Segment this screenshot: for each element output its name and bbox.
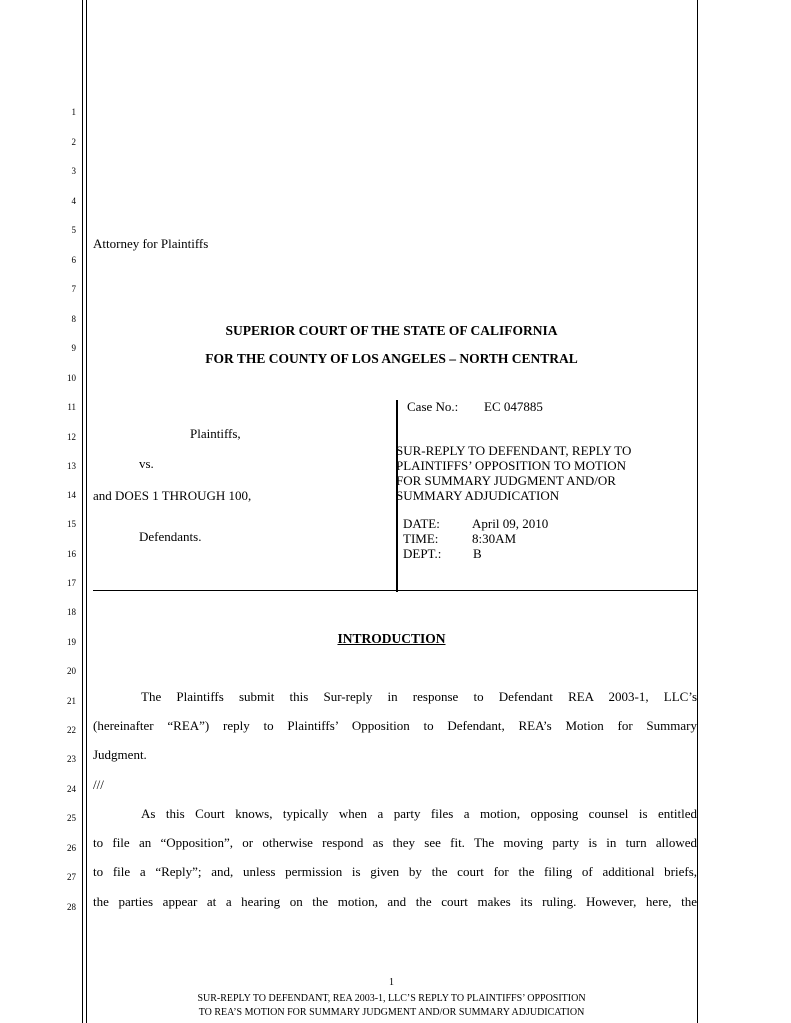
line-number: 8 (71, 314, 76, 324)
section-heading: INTRODUCTION (337, 631, 446, 646)
body-line: As this Court knows, typically when a party files a motion, opposing counsel is entitled (141, 806, 697, 821)
line-number: 13 (67, 461, 76, 471)
case-number-label: Case No.: (407, 399, 459, 414)
line-number: 6 (71, 255, 76, 265)
court-name: SUPERIOR COURT OF THE STATE OF CALIFORNIA (225, 323, 558, 338)
line-number: 3 (71, 166, 76, 176)
document-title-line: SUR-REPLY TO DEFENDANT, REPLY TO (396, 443, 632, 458)
body-line: the parties appear at a hearing on the motion, and the court makes its ruling. However, here, the (93, 894, 697, 909)
line-number: 25 (67, 813, 76, 823)
hearing-date: April 09, 2010 (472, 516, 549, 531)
line-number: 1 (71, 107, 76, 117)
line-number: 17 (67, 578, 76, 588)
line-number: 16 (67, 549, 76, 559)
body-line: (hereinafter “REA”) reply to Plaintiffs’ Opposition to Defendant, REA’s Motion for Summary (93, 718, 697, 733)
vs-label: vs. (139, 456, 154, 471)
line-number: 18 (67, 607, 76, 617)
caption-bottom-rule (93, 590, 697, 591)
body-line: to file an “Opposition”, or otherwise respond as they see fit. The moving party is in turn allowed (93, 835, 697, 850)
line-number: 9 (71, 343, 76, 353)
document-title-line: FOR SUMMARY JUDGMENT AND/OR (396, 473, 616, 488)
line-number: 14 (67, 490, 76, 500)
line-number: 11 (67, 402, 76, 412)
body-line: The Plaintiffs submit this Sur-reply in response to Defendant REA 2003-1, LLC’s (141, 689, 697, 704)
line-number: 21 (67, 696, 76, 706)
line-number: 22 (67, 725, 76, 735)
hearing-date-label: DATE: (403, 516, 440, 531)
body-line: /// (93, 777, 104, 792)
does-label: and DOES 1 THROUGH 100, (93, 488, 252, 503)
case-number: EC 047885 (484, 399, 543, 414)
plaintiffs-label: Plaintiffs, (190, 426, 241, 441)
line-number: 27 (67, 872, 76, 882)
line-number: 19 (67, 637, 76, 647)
footer-title-line: SUR-REPLY TO DEFENDANT, REA 2003-1, LLC’S REPLY TO PLAINTIFFS’ OPPOSITION (197, 993, 586, 1004)
line-number: 15 (67, 519, 76, 529)
left-margin-rule-outer (82, 0, 83, 1023)
document-title-line: SUMMARY ADJUDICATION (396, 488, 560, 503)
left-margin-rule-inner (86, 0, 87, 1023)
line-number: 5 (71, 225, 76, 235)
document-title-line: PLAINTIFFS’ OPPOSITION TO MOTION (396, 458, 627, 473)
body-line: to file a “Reply”; and, unless permission is given by the court for the filing of additional briefs, (93, 864, 697, 879)
body-line: Judgment. (93, 747, 147, 762)
page-number: 1 (389, 977, 394, 988)
department-label: DEPT.: (403, 546, 442, 561)
attorney-line: Attorney for Plaintiffs (93, 236, 209, 251)
footer-title-line: TO REA’S MOTION FOR SUMMARY JUDGMENT AND/OR SUMMARY ADJUDICATION (198, 1007, 585, 1018)
hearing-time: 8:30AM (472, 531, 517, 546)
department: B (473, 546, 482, 561)
line-number: 24 (67, 784, 76, 794)
line-number: 26 (67, 843, 76, 853)
right-margin-rule (697, 0, 698, 1023)
line-number: 20 (67, 666, 76, 676)
defendants-label: Defendants. (139, 529, 202, 544)
line-number: 23 (67, 754, 76, 764)
line-number: 2 (71, 137, 76, 147)
hearing-time-label: TIME: (403, 531, 439, 546)
line-number: 7 (71, 284, 76, 294)
line-number: 12 (67, 432, 76, 442)
line-number: 10 (67, 373, 76, 383)
court-county: FOR THE COUNTY OF LOS ANGELES – NORTH CENTRAL (205, 351, 578, 366)
line-number: 4 (71, 196, 76, 206)
line-number: 28 (67, 902, 76, 912)
